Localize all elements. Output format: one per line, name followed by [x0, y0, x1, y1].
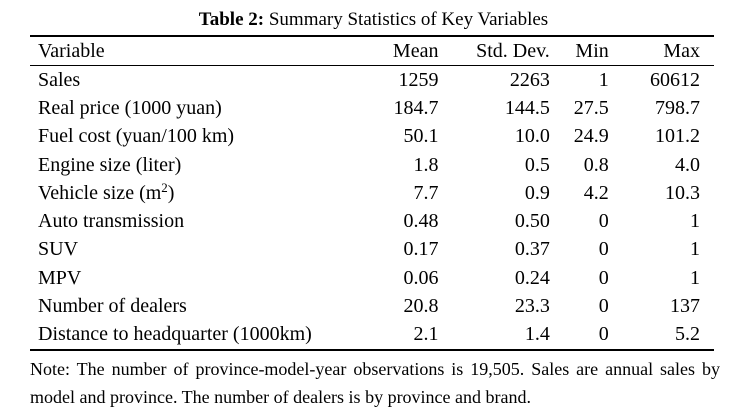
summary-statistics-table: [30, 37, 714, 349]
table-row: [30, 321, 714, 349]
cell-std-dev: 23.3: [514, 295, 550, 318]
cell-max: 137: [670, 295, 700, 318]
cell-mean: 0.48: [403, 210, 439, 233]
cell-mean: 50.1: [403, 125, 439, 148]
cell-variable: MPV: [38, 266, 82, 289]
cell-variable-text: Vehicle size (m: [38, 181, 162, 204]
cell-mean: 0.17: [403, 238, 439, 261]
cell-mean: 184.7: [393, 96, 439, 119]
table-row: [30, 179, 714, 207]
cell-min: 0.8: [583, 153, 609, 176]
cell-max: 1: [690, 210, 700, 233]
header-variable: Variable: [38, 39, 105, 62]
cell-variable: Auto transmission: [38, 210, 185, 233]
cell-max: 1: [690, 266, 700, 289]
cell-variable: Real price (1000 yuan): [38, 96, 222, 119]
cell-std-dev: 0.50: [514, 210, 550, 233]
table-row: [30, 207, 714, 235]
table-note: Note: The number of province-model-year observations is 19,505. Sales are annual sales by model and province. The number of dealers is by province and brand.: [30, 359, 720, 407]
caption-label: Table 2:: [198, 9, 265, 30]
cell-mean: 1259: [398, 68, 439, 91]
table-row: [30, 264, 714, 292]
cell-min: 24.9: [573, 125, 609, 148]
cell-mean: 20.8: [403, 295, 439, 318]
table-row: [30, 123, 714, 151]
header-std-dev: Std. Dev.: [476, 39, 550, 62]
cell-variable-superscript: 2: [161, 179, 168, 195]
table-row: [30, 151, 714, 179]
cell-variable: Engine size (liter): [38, 153, 182, 176]
cell-min: 0: [598, 266, 609, 289]
cell-std-dev: 2263: [509, 68, 550, 91]
cell-min: 27.5: [573, 96, 609, 119]
header-mean: Mean: [392, 39, 439, 62]
cell-min: 1: [598, 68, 609, 91]
bottom-rule: [30, 349, 714, 351]
cell-std-dev: 0.37: [514, 238, 550, 261]
cell-mean: 7.7: [413, 181, 439, 204]
header-min: Min: [575, 39, 609, 62]
cell-max: 10.3: [665, 181, 700, 204]
caption-text: Summary Statistics of Key Variables: [268, 9, 549, 30]
cell-mean: 2.1: [413, 323, 439, 346]
cell-max: 4.0: [675, 153, 700, 176]
cell-max: 101.2: [655, 125, 700, 148]
cell-std-dev: 144.5: [504, 96, 550, 119]
cell-max: 60612: [650, 68, 700, 91]
table-row: [30, 94, 714, 122]
cell-min: 0: [598, 210, 609, 233]
cell-max: 1: [690, 238, 700, 261]
table-caption: [0, 9, 747, 31]
cell-min: 0: [598, 238, 609, 261]
cell-min: 0: [598, 295, 609, 318]
cell-max: 5.2: [675, 323, 700, 346]
cell-min: 0: [598, 323, 609, 346]
cell-mean: 0.06: [403, 266, 439, 289]
cell-std-dev: 10.0: [514, 125, 550, 148]
table-row: [30, 292, 714, 320]
cell-std-dev: 1.4: [524, 323, 550, 346]
header-max: Max: [663, 39, 700, 62]
table-header-row: [30, 37, 714, 65]
cell-variable: [30, 179, 381, 207]
cell-variable: Sales: [38, 68, 81, 91]
cell-variable: Number of dealers: [38, 295, 187, 318]
cell-std-dev: 0.24: [514, 266, 550, 289]
cell-variable: SUV: [38, 238, 79, 261]
cell-mean: 1.8: [413, 153, 439, 176]
cell-max: 798.7: [655, 96, 700, 119]
cell-min: 4.2: [583, 181, 609, 204]
cell-variable-tail: ): [167, 181, 175, 204]
cell-variable: Fuel cost (yuan/100 km): [38, 125, 235, 148]
table-row: [30, 236, 714, 264]
table-row: [30, 65, 714, 94]
cell-variable: Distance to headquarter (1000km): [38, 323, 312, 346]
cell-std-dev: 0.5: [524, 153, 550, 176]
cell-std-dev: 0.9: [524, 181, 550, 204]
